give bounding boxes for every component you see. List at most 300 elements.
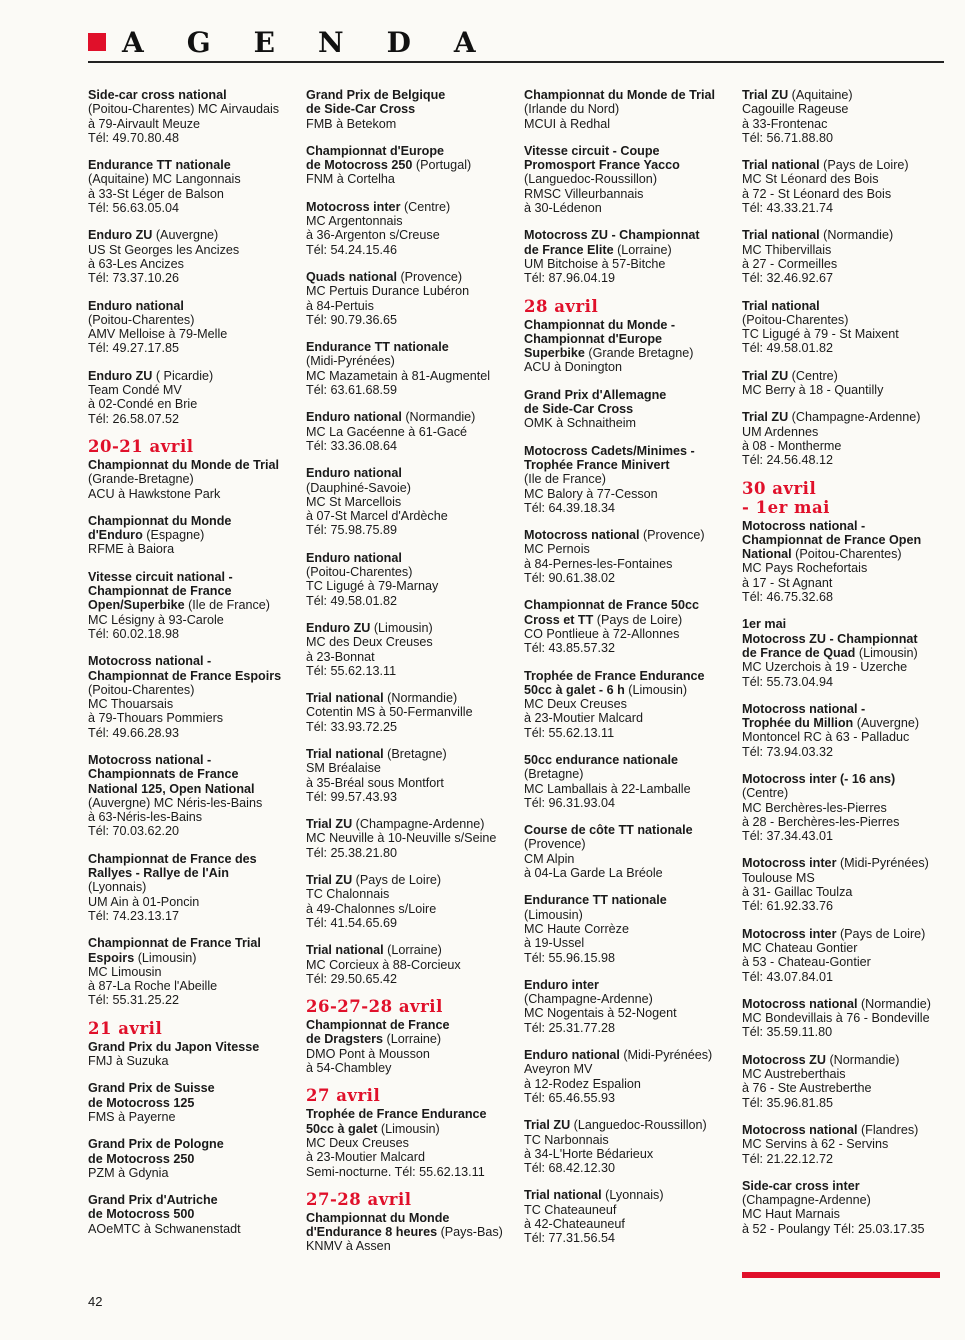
event-entry [306,943,518,986]
event-title [306,340,518,354]
event-name: Motocross Cadets/Minimes - [524,443,695,458]
event-detail-line: Tél: 65.46.55.93 [524,1090,616,1105]
event-detail-line: UM Ardennes [742,424,819,439]
event-region: (Normandie) [857,996,931,1011]
event-name: de France de Quad [742,645,856,660]
event-entry [524,893,736,964]
event-name: d'Endurance 8 heures [306,1225,438,1240]
event-title [742,369,954,383]
event-title [88,228,300,242]
event-detail-line: Tél: 49.70.80.48 [88,130,180,145]
event-detail-line: KNMV à Assen [306,1239,391,1254]
event-name: Championnat du Monde - [524,317,676,332]
event-entry [524,823,736,880]
event-detail-line: à 87-La Roche l'Abeille [88,979,218,994]
event-name: Trial ZU [742,88,789,102]
event-entry [524,144,736,215]
event-detail-line: Tél: 73.94.03.32 [742,744,834,759]
page-title: AGENDA [122,26,519,59]
event-name: Motocross national [524,528,640,543]
event-detail-line: Tél: 24.56.48.12 [742,453,834,468]
event-name: Motocross inter [742,856,837,871]
event-region: (Centre) [788,368,838,383]
event-title [524,893,736,907]
event-detail-line: (Poitou-Charentes) [742,312,849,327]
event-detail-line: (Centre) [742,786,789,801]
event-name: Quads national [306,269,397,284]
event-title [306,144,518,173]
event-region: (Provence) [639,528,705,543]
date-heading: 26-27-28 avril [306,997,443,1017]
event-title [306,691,518,705]
event-detail-line: Tél: 56.63.05.04 [88,201,180,216]
date-heading: 27 avril [306,1086,381,1106]
event-name: Championnats de France [88,767,239,782]
event-title [306,1018,518,1047]
event-region: (Auvergne) [853,716,920,731]
event-region: (Languedoc-Roussillon) [570,1118,707,1133]
event-title [88,1040,300,1054]
event-detail-line: Semi-nocturne. Tél: 55.62.13.11 [306,1164,485,1179]
event-region: (Normandie) [825,1052,900,1067]
event-entry [306,270,518,327]
event-title [88,458,300,472]
event-entry [306,817,518,860]
event-detail-line: MC La Gacéenne à 61-Gacé [306,424,468,439]
event-name: Enduro ZU [88,228,153,243]
event-entry [742,299,954,356]
event-name: Grand Prix de Pologne [88,1137,224,1152]
event-entry [742,772,954,843]
event-entry [742,519,954,605]
event-detail-line: MC Thibervillais [742,242,832,257]
event-detail-line: UM Bitchoise à 57-Bitche [524,256,666,271]
event-name: Endurance TT nationale [306,340,449,355]
event-entry [742,1179,954,1236]
event-name: Motocross inter [306,199,401,214]
event-entry [524,1188,736,1245]
event-title [88,299,300,313]
event-detail-line: Tél: 35.59.11.80 [742,1025,833,1040]
event-entry [88,514,300,557]
event-detail-line: MC Haut Marnais [742,1207,840,1222]
event-detail-line: Tél: 41.54.65.69 [306,915,398,930]
event-detail-line: à 35-Bréal sous Montfort [306,775,444,790]
event-entry [524,444,736,515]
event-detail-line: MC St Léonard des Bois [742,172,879,187]
event-detail-line: MC Deux Creuses [524,697,627,712]
event-title [306,551,518,565]
event-detail-line: MC Pernois [524,542,590,557]
agenda-header [88,28,944,64]
event-title [742,702,954,731]
event-region: (Pays-Bas) [437,1225,503,1240]
event-detail-line: MC Uzerchois à 19 - Uzerche [742,660,908,675]
event-detail-line: Tél: 55.62.13.11 [306,663,397,678]
event-detail-line: MC Neuville à 10-Neuville s/Seine [306,831,497,846]
event-detail-line: (Dauphiné-Savoie) [306,480,412,495]
event-detail-line: MC des Deux Creuses [306,635,433,650]
event-name: 1er mai [742,617,787,632]
event-name: Motocross national - [88,752,212,767]
event-detail-line: (Bretagne) [524,767,584,782]
event-name: Championnat de France [306,1018,450,1033]
event-entry [88,1137,300,1180]
event-detail-line: Tél: 43.33.21.74 [742,201,834,216]
event-region: (Bretagne) [383,746,447,761]
event-name: Superbike [524,346,585,361]
event-detail-line: MC Chateau Gontier [742,940,858,955]
event-entry [742,997,954,1040]
event-name: de France Elite [524,242,614,257]
event-entry [306,144,518,187]
event-detail-line: RMSC Villeurbannais [524,186,644,201]
event-name: Motocross national - [88,654,212,669]
event-region: (Limousin) [370,620,433,635]
event-detail-line: à 84-Pernes-les-Fontaines [524,556,673,571]
event-region: (Limousin) [377,1121,440,1136]
event-detail-line: MC Thouarsais [88,697,174,712]
event-entry [306,340,518,397]
event-name: Motocross ZU [742,1052,826,1067]
event-entry [742,702,954,759]
event-region: (Lorraine) [383,1032,442,1047]
event-title [742,856,954,870]
event-detail-line: MC Balory à 77-Cesson [524,486,658,501]
event-detail-line: Tél: 26.58.07.52 [88,411,180,426]
event-entry [742,410,954,467]
event-name: de Dragsters [306,1032,383,1047]
event-title [88,1081,300,1110]
event-name: Enduro national [524,1048,620,1063]
event-detail-line: Tél: 46.75.32.68 [742,590,834,605]
event-entry [88,458,300,501]
event-name: Championnat de France Open [742,532,922,547]
event-detail-line: ACU à Hawkstone Park [88,486,221,501]
event-detail-line: (Ile de France) [524,472,606,487]
event-detail-line: Tél: 90.79.36.65 [306,312,398,327]
event-region: (Aquitaine) [788,88,853,102]
event-entry [742,228,954,285]
event-detail-line: FMS à Payerne [88,1109,176,1124]
event-detail-line: (Champagne-Ardenne) [524,992,653,1007]
event-entry [88,228,300,285]
event-title [524,528,736,542]
event-entry [88,299,300,356]
event-name: Motocross national - [742,518,866,533]
event-entry [306,200,518,257]
event-detail-line: à 23-Bonnat [306,649,375,664]
event-detail-line: AMV Melloise à 79-Melle [88,327,228,342]
event-detail-line: Toulouse MS [742,870,815,885]
event-name: Trial national [742,228,820,243]
event-entry [306,1018,518,1075]
event-title [524,823,736,837]
event-detail-line: FMB à Betekom [306,116,397,131]
event-title [524,388,736,417]
event-entry [742,158,954,215]
event-entry [88,1040,300,1069]
event-region: (Ile de France) [184,598,270,613]
event-title [88,852,300,881]
event-name: Vitesse circuit national - [88,569,233,584]
event-region: ( Picardie) [152,368,214,383]
red-square-marker [88,33,106,51]
event-detail-line: MC St Marcellois [306,494,402,509]
date-heading: 28 avril [524,296,599,316]
event-detail-line: Tél: 74.23.13.17 [88,908,180,923]
event-title [742,299,954,313]
event-title [742,1123,954,1137]
event-region: (Grande Bretagne) [584,346,694,361]
event-detail-line: MC Argentonnais [306,214,403,229]
event-detail-line: à 19-Ussel [524,936,585,951]
event-region: (Pays de Loire) [836,926,926,941]
event-entry [524,753,736,810]
event-title [88,654,300,683]
event-detail-line: Montoncel RC à 63 - Palladuc [742,730,910,745]
event-detail-line: DMO Pont à Mousson [306,1046,430,1061]
event-detail-line: Tél: 33.93.72.25 [306,719,398,734]
event-name: Endurance TT nationale [524,893,667,908]
event-detail-line: Team Condé MV [88,383,182,398]
event-name: Vitesse circuit - Coupe [524,143,660,158]
event-region: (Champagne-Ardenne) [352,817,485,832]
event-name: Trial national [742,298,820,313]
event-name: Motocross inter [742,926,837,941]
event-detail-line: TC Ligugé à 79 - St Maixent [742,327,899,342]
event-title [524,444,736,473]
event-detail-line: (Provence) [524,837,586,852]
event-detail-line: MC Bondevillais à 76 - Bondeville [742,1011,930,1026]
event-title [88,369,300,383]
event-title [742,519,954,562]
event-title [306,873,518,887]
column-2 [306,88,518,1267]
event-detail-line: à 52 - Poulangy Tél: 25.03.17.35 [742,1221,925,1236]
event-detail-line: à 08 - Montherme [742,438,842,453]
event-detail-line: Tél: 55.62.13.11 [524,725,615,740]
event-name: de Motocross 250 [306,158,413,173]
event-region: (Auvergne) [152,228,219,243]
event-title [88,158,300,172]
event-detail-line: MC Lamballais à 22-Lamballe [524,781,691,796]
event-region: (Lyonnais) [601,1188,664,1203]
event-detail-line: Tél: 25.31.77.28 [524,1020,616,1035]
event-detail-line: Cotentin MS à 50-Fermanville [306,705,473,720]
event-detail-line: à 53 - Chateau-Gontier [742,955,871,970]
event-entry [306,88,518,131]
event-region: (Poitou-Charentes) [791,547,902,562]
event-entry [524,978,736,1035]
event-detail-line: MC Pertuis Durance Lubéron [306,284,470,299]
event-title [88,753,300,796]
event-name: Enduro national [306,466,402,481]
event-detail-line: Tél: 70.03.62.20 [88,824,180,839]
event-detail-line: Tél: 25.38.21.80 [306,845,398,860]
event-entry [306,466,518,537]
event-title [524,88,736,102]
event-detail-line: MC Nogentais à 52-Nogent [524,1006,677,1021]
event-name: Enduro ZU [306,620,371,635]
event-title [742,772,954,786]
event-entry [306,1107,518,1178]
event-detail-line: Tél: 43.85.57.32 [524,641,616,656]
event-title [524,318,736,361]
event-name: Championnat de France 50cc [524,598,699,613]
event-title [742,158,954,172]
event-title [742,1179,954,1193]
event-name: Grand Prix d'Allemagne [524,387,667,402]
event-name: de Motocross 125 [88,1095,195,1110]
event-name: Championnat du Monde de Trial [88,457,280,472]
event-detail-line: à 07-St Marcel d'Ardèche [306,509,448,524]
event-detail-line: Cagouille Rageuse [742,102,849,117]
event-region: (Portugal) [412,158,472,173]
event-name: 50cc à galet [306,1121,378,1136]
event-title [742,927,954,941]
event-title [524,1048,736,1062]
event-detail-line: à 54-Chambley [306,1061,392,1076]
event-region: (Normandie) [401,410,476,425]
event-entry [524,228,736,285]
event-entry [88,570,300,641]
event-detail-line: à 31- Gaillac Toulza [742,885,853,900]
event-detail-line: (Aquitaine) MC Langonnais [88,172,241,187]
event-detail-line: SM Bréalaise [306,761,381,776]
event-detail-line: à 63-Les Ancizes [88,256,184,271]
event-title [306,1211,518,1240]
event-entry [524,669,736,740]
event-entry [88,158,300,215]
event-region: (Pays de Loire) [819,158,909,173]
event-name: Enduro inter [524,977,599,992]
event-title [306,88,518,117]
event-title [88,1193,300,1222]
event-title [306,200,518,214]
event-detail-line: à 84-Pertuis [306,298,374,313]
event-detail-line: à 28 - Berchères-les-Pierres [742,814,900,829]
event-entry [88,852,300,923]
event-detail-line: Tél: 49.66.28.93 [88,725,180,740]
event-name: Grand Prix du Japon Vitesse [88,1039,260,1054]
date-heading: - 1er mai [742,497,830,517]
event-title [88,514,300,543]
event-name: Motocross national [742,1122,858,1137]
event-detail-line: (Grande-Bretagne) [88,472,194,487]
event-name: Enduro national [306,410,402,425]
event-title [306,466,518,480]
event-entry [88,1081,300,1124]
event-detail-line: FMJ à Suzuka [88,1054,169,1069]
event-entry [88,753,300,839]
event-detail-line: UM Ain à 01-Poncin [88,894,200,909]
event-detail-line: à 12-Rodez Espalion [524,1076,641,1091]
event-detail-line: MC Mazametain à 81-Augmentel [306,368,491,383]
event-entry [88,654,300,740]
event-title [742,228,954,242]
event-name: Trophée de France Endurance [306,1107,487,1122]
event-name: Motocross ZU - Championnat [742,631,918,646]
event-detail-line: MC Berchères-les-Pierres [742,800,887,815]
event-title [88,1137,300,1166]
event-name: de Side-Car Cross [524,402,634,417]
event-detail-line: Tél: 55.96.15.98 [524,950,616,965]
event-name: Motocross ZU - Championnat [524,228,700,243]
event-detail-line: (Poitou-Charentes) MC Airvaudais [88,102,280,117]
event-detail-line: (Languedoc-Roussillon) [524,172,658,187]
event-title [306,270,518,284]
event-entry [306,1211,518,1254]
event-detail-line: à 76 - Ste Austreberthe [742,1081,872,1096]
event-name: Championnat de France Trial [88,936,261,951]
event-detail-line: à 04-La Garde La Bréole [524,866,663,881]
event-name: Cross et TT [524,612,594,627]
event-title [306,1107,518,1136]
event-name: Rallyes - Rallye de l'Ain [88,866,229,881]
event-entry [742,369,954,398]
event-title [524,228,736,257]
event-name: Trial national [306,943,384,958]
event-region: (Normandie) [819,228,894,243]
event-region: (Provence) [396,269,463,284]
event-name: Championnat du Monde [88,513,232,528]
event-name: Trophée de France Endurance [524,668,705,683]
event-name: Open/Superbike [88,598,185,613]
event-detail-line: Tél: 73.37.10.26 [88,271,180,286]
event-name: Championnat de France des [88,851,257,866]
event-title [524,144,736,173]
event-detail-line: Tél: 35.96.81.85 [742,1095,834,1110]
event-entry [742,1053,954,1110]
event-region: (Champagne-Ardenne) [788,410,921,425]
event-name: Grand Prix d'Autriche [88,1193,218,1208]
event-detail-line: à 72 - St Léonard des Bois [742,186,892,201]
event-detail-line: Tél: 90.61.38.02 [524,571,616,586]
event-title [88,936,300,965]
date-heading: 30 avril [742,478,817,498]
event-title [742,1053,954,1067]
event-title [306,747,518,761]
event-name: d'Enduro [88,528,143,543]
event-name: Championnat d'Europe [306,143,445,158]
event-name: National 125, Open National [88,781,255,796]
event-detail-line: Tél: 64.39.18.34 [524,500,616,515]
event-detail-line: RFME à Baiora [88,542,175,557]
date-heading: 21 avril [88,1018,163,1038]
event-name: Championnat de France [88,584,232,599]
event-name: Championnat de France Espoirs [88,668,282,683]
event-entry [742,856,954,913]
event-region: (Flandres) [857,1122,919,1137]
event-name: Enduro national [306,550,402,565]
event-detail-line: Tél: 33.36.08.64 [306,438,398,453]
event-name: de Side-Car Cross [306,102,416,117]
event-name: Championnat du Monde de Trial [524,88,716,102]
event-detail-line: MC Lésigny à 93-Carole [88,612,224,627]
event-entry [742,1123,954,1166]
event-entry [88,936,300,1007]
event-region: (Midi-Pyrénées) [619,1048,713,1063]
event-region: (Limousin) [624,682,688,697]
event-entry [524,1118,736,1175]
event-name: Trial ZU [306,873,353,888]
event-detail-line: (Midi-Pyrénées) [306,354,395,369]
event-title [742,410,954,424]
event-entry [524,598,736,655]
event-name: 50cc à galet - 6 h [524,682,625,697]
event-name: 50cc endurance nationale [524,752,678,767]
